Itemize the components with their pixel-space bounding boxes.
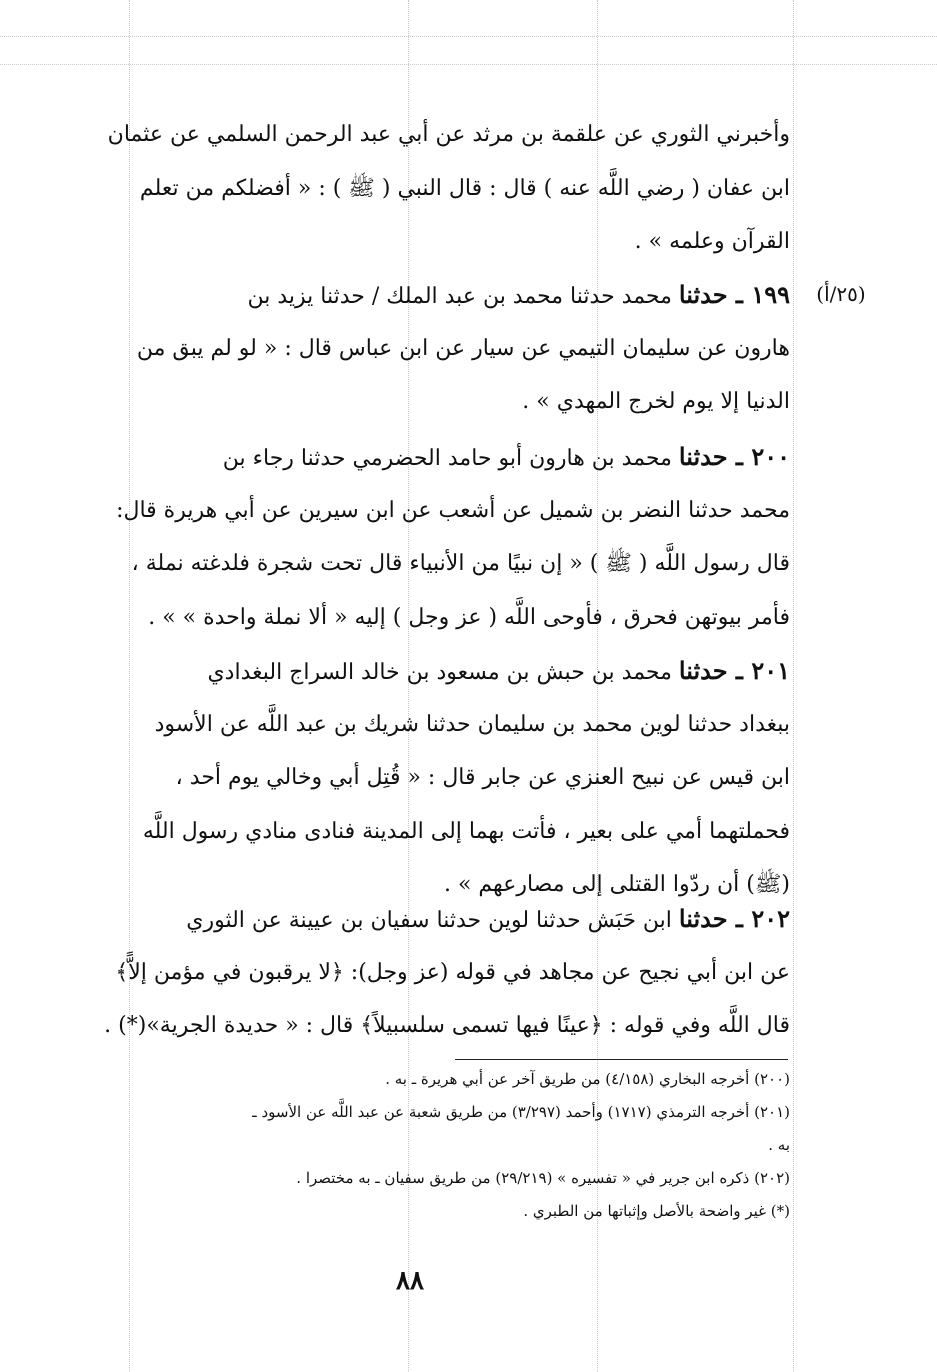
text-line: القرآن وعلمه » . [634,229,790,254]
hadith-200 [42,430,790,644]
margin-folio-reference: (٢٥/أ) [816,282,866,306]
footnotes [42,1063,790,1228]
text-line: ابن عفان ( رضي اللَّه عنه ) قال : قال النبي ( ﷺ ) : « أفضلكم من تعلم [139,175,790,201]
footnote: به . [768,1136,790,1154]
footnote: (*) غير واضحة بالأصل وإثباتها من الطبري . [523,1202,790,1220]
text-line: قال اللَّه وفي قوله : ﴿عينًا فيها تسمى سلسبيلاً﴾ قال : « حديدة الجرية»(*) . [104,1013,790,1038]
text-line: ٢٠٠ ـ حدثنا محمد بن هارون أبو حامد الحضرمي حدثنا رجاء بن [222,442,790,471]
hadith-number: ١٩٩ ـ حدثنا [678,280,790,309]
text-line: هارون عن سليمان التيمي عن سيار عن ابن عباس قال : « لو لم يبق من [136,335,790,361]
text-line: قال رسول اللَّه ( ﷺ ) « إن نبيًا من الأنبياء قال تحت شجرة فلدغته نملة ، [131,551,790,576]
text-line: ابن قيس عن نبيح العنزي عن جابر قال : « قُتِل أبي وخالي يوم أحد ، [175,765,790,790]
text-line: ١٩٩ ـ حدثنا محمد حدثنا محمد بن عبد الملك / حدثنا يزيد بن [247,280,790,309]
text-line: فأمر بيوتهن فحرق ، فأوحى اللَّه ( عز وجل ) إليه « ألا نملة واحدة » » . [148,604,790,630]
scan-guide-line [793,0,794,1372]
scan-guide-line [0,36,937,37]
hadith-number: ٢٠٢ ـ حدثنا [678,904,790,933]
hadith-number: ٢٠١ ـ حدثنا [678,656,790,685]
hadith-201 [42,644,790,912]
text-line: ببغداد حدثنا لوين محمد بن سليمان حدثنا شريك بن عبد اللَّه عن الأسود [154,711,790,737]
footnote: (٢٠١) أخرجه الترمذي (١٧١٧) وأحمد (٣/٢٩٧) من طريق شعبة عن عبد اللَّه عن الأسود ـ [252,1103,790,1121]
scan-guide-line [0,64,937,65]
text-line: فحملتهما أمي على بعير ، فأتت بهما إلى المدينة فنادى منادي رسول اللَّه [142,818,790,844]
text-line: وأخبرني الثوري عن علقمة بن مرثد عن أبي عبد الرحمن السلمي عن عثمان [107,122,790,147]
page-number: ٨٨ [396,1266,424,1296]
text-line: ٢٠٢ ـ حدثنا ابن حَبَش حدثنا لوين حدثنا سفيان بن عيينة عن الثوري [186,904,790,933]
footnote-separator [455,1059,788,1060]
hadith-199 [42,268,790,429]
text-line: ٢٠١ ـ حدثنا محمد بن حبش بن مسعود بن خالد السراج البغدادي [207,656,790,685]
text-line: الدنيا إلا يوم لخرج المهدي » . [522,389,790,414]
footnote: (٢٠٠) أخرجه البخاري (٤/١٥٨) من طريق آخر عن أبي هريرة ـ به . [385,1070,790,1088]
footnote: (٢٠٢) ذكره ابن جرير في « تفسيره » (٢٩/٢١٩) من طريق سفيان ـ به مختصرا . [296,1169,790,1187]
hadith-number: ٢٠٠ ـ حدثنا [678,442,790,471]
text-line: محمد حدثنا النضر بن شميل عن أشعب عن ابن سيرين عن أبي هريرة قال: [116,497,790,523]
hadith-202 [42,892,790,1053]
text-line: عن ابن أبي نجيح عن مجاهد في قوله (عز وجل): ﴿لا يرقبون في مؤمن إلاًّ﴾ [115,959,790,985]
paragraph-intro [42,108,790,269]
text-line: (ﷺ) أن ردّوا القتلى إلى مصارعهم » . [443,872,790,897]
